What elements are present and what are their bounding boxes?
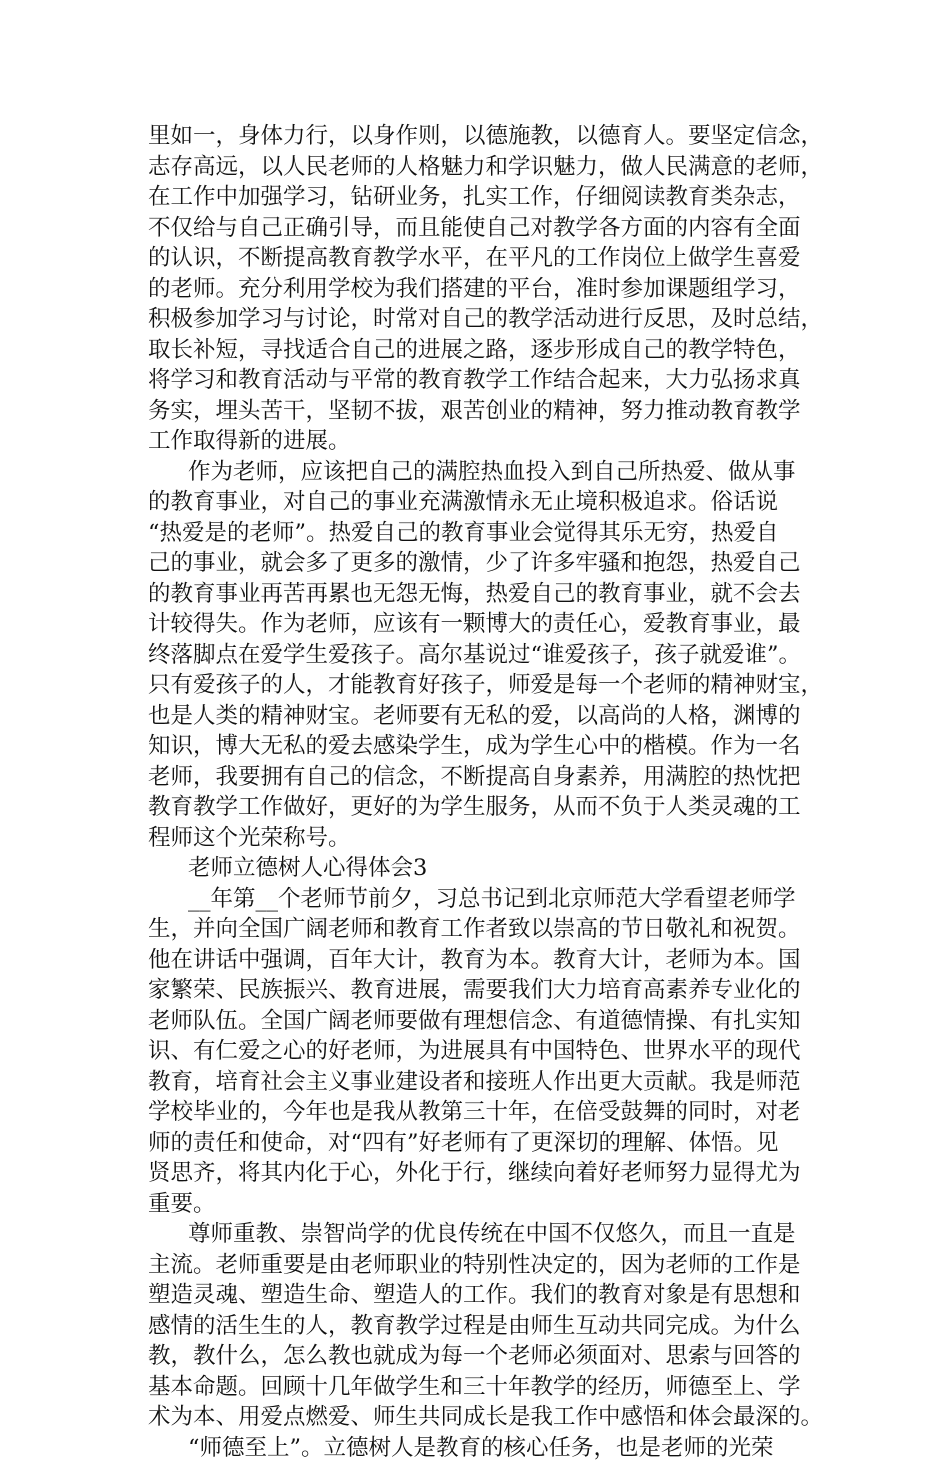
text-line: 的教育事业再苦再累也无怨无悔，热爱自己的教育事业，就不会去 [148,579,828,610]
text-line: 重要。 [148,1189,828,1220]
text-line: 学校毕业的，今年也是我从教第三十年，在倍受鼓舞的同时，对老 [148,1097,828,1128]
text-line: 教，教什么，怎么教也就成为每一个老师必须面对、思索与回答的 [148,1341,828,1372]
text-line: 将学习和教育活动与平常的教育教学工作结合起来，大力弘扬求真 [148,365,828,396]
text-line: 也是人类的精神财宝。老师要有无私的爱，以高尚的人格，渊博的 [148,701,828,732]
text-line: 基本命题。回顾十几年做学生和三十年教学的经历，师德至上、学 [148,1372,828,1403]
text-line: 教育教学工作做好，更好的为学生服务，从而不负于人类灵魂的工 [148,792,828,823]
text-line: 不仅给与自己正确引导，而且能使自己对教学各方面的内容有全面 [148,213,828,244]
text-line: 的认识，不断提高教育教学水平，在平凡的工作岗位上做学生喜爱 [148,243,828,274]
text-line: 老师，我要拥有自己的信念，不断提高自身素养，用满腔的热忱把 [148,762,828,793]
text-line: 家繁荣、民族振兴、教育进展，需要我们大力培育高素养专业化的 [148,975,828,1006]
text-line: 志存高远，以人民老师的人格魅力和学识魅力，做人民满意的老师， [148,152,828,183]
text-line: 师的责任和使命，对“四有”好老师有了更深切的理解、体悟。见 [148,1128,828,1159]
text-line: __年第__个老师节前夕，习总书记到北京师范大学看望老师学 [148,884,828,915]
text-line: 主流。老师重要是由老师职业的特别性决定的，因为老师的工作是 [148,1250,828,1281]
text-line: 他在讲话中强调，百年大计，教育为本。教育大计，老师为本。国 [148,945,828,976]
document-body [148,121,828,1463]
text-line: 术为本、用爱点燃爱、师生共同成长是我工作中感悟和体会最深的。 [148,1402,828,1433]
text-line: 感情的活生生的人，教育教学过程是由师生互动共同完成。为什么 [148,1311,828,1342]
text-line: 在工作中加强学习，钻研业务，扎实工作，仔细阅读教育类杂志， [148,182,828,213]
text-line: 终落脚点在爱学生爱孩子。高尔基说过“谁爱孩子，孩子就爱谁”。 [148,640,828,671]
text-line: 只有爱孩子的人，才能教育好孩子，师爱是每一个老师的精神财宝， [148,670,828,701]
text-line: 老师队伍。全国广阔老师要做有理想信念、有道德情操、有扎实知 [148,1006,828,1037]
text-line: 的教育事业，对自己的事业充满激情永无止境积极追求。俗话说 [148,487,828,518]
text-line: 务实，埋头苦干，坚韧不拔，艰苦创业的精神，努力推动教育教学 [148,396,828,427]
text-line: 贤思齐，将其内化于心，外化于行，继续向着好老师努力显得尤为 [148,1158,828,1189]
text-line: 塑造灵魂、塑造生命、塑造人的工作。我们的教育对象是有思想和 [148,1280,828,1311]
text-line: 识、有仁爱之心的好老师，为进展具有中国特色、世界水平的现代 [148,1036,828,1067]
text-line: 作为老师，应该把自己的满腔热血投入到自己所热爱、做从事 [148,457,828,488]
text-line: 积极参加学习与讨论，时常对自己的教学活动进行反思，及时总结， [148,304,828,335]
text-line: 老师立德树人心得体会3 [148,853,828,884]
text-line: 生，并向全国广阔老师和教育工作者致以崇高的节日敬礼和祝贺。 [148,914,828,945]
text-line: 己的事业，就会多了更多的激情，少了许多牢骚和抱怨，热爱自己 [148,548,828,579]
text-line: 工作取得新的进展。 [148,426,828,457]
text-line: 程师这个光荣称号。 [148,823,828,854]
text-line: 知识，博大无私的爱去感染学生，成为学生心中的楷模。作为一名 [148,731,828,762]
text-line: 教育，培育社会主义事业建设者和接班人作出更大贡献。我是师范 [148,1067,828,1098]
text-line: “师德至上”。立德树人是教育的核心任务，也是老师的光荣 [148,1433,828,1463]
text-line: 尊师重教、崇智尚学的优良传统在中国不仅悠久，而且一直是 [148,1219,828,1250]
text-line: 里如一，身体力行，以身作则，以德施教，以德育人。要坚定信念， [148,121,828,152]
text-line: 取长补短，寻找适合自己的进展之路，逐步形成自己的教学特色， [148,335,828,366]
text-line: 的老师。充分利用学校为我们搭建的平台，准时参加课题组学习， [148,274,828,305]
text-line: “热爱是的老师”。热爱自己的教育事业会觉得其乐无穷，热爱自 [148,518,828,549]
text-line: 计较得失。作为老师，应该有一颗博大的责任心，爱教育事业，最 [148,609,828,640]
